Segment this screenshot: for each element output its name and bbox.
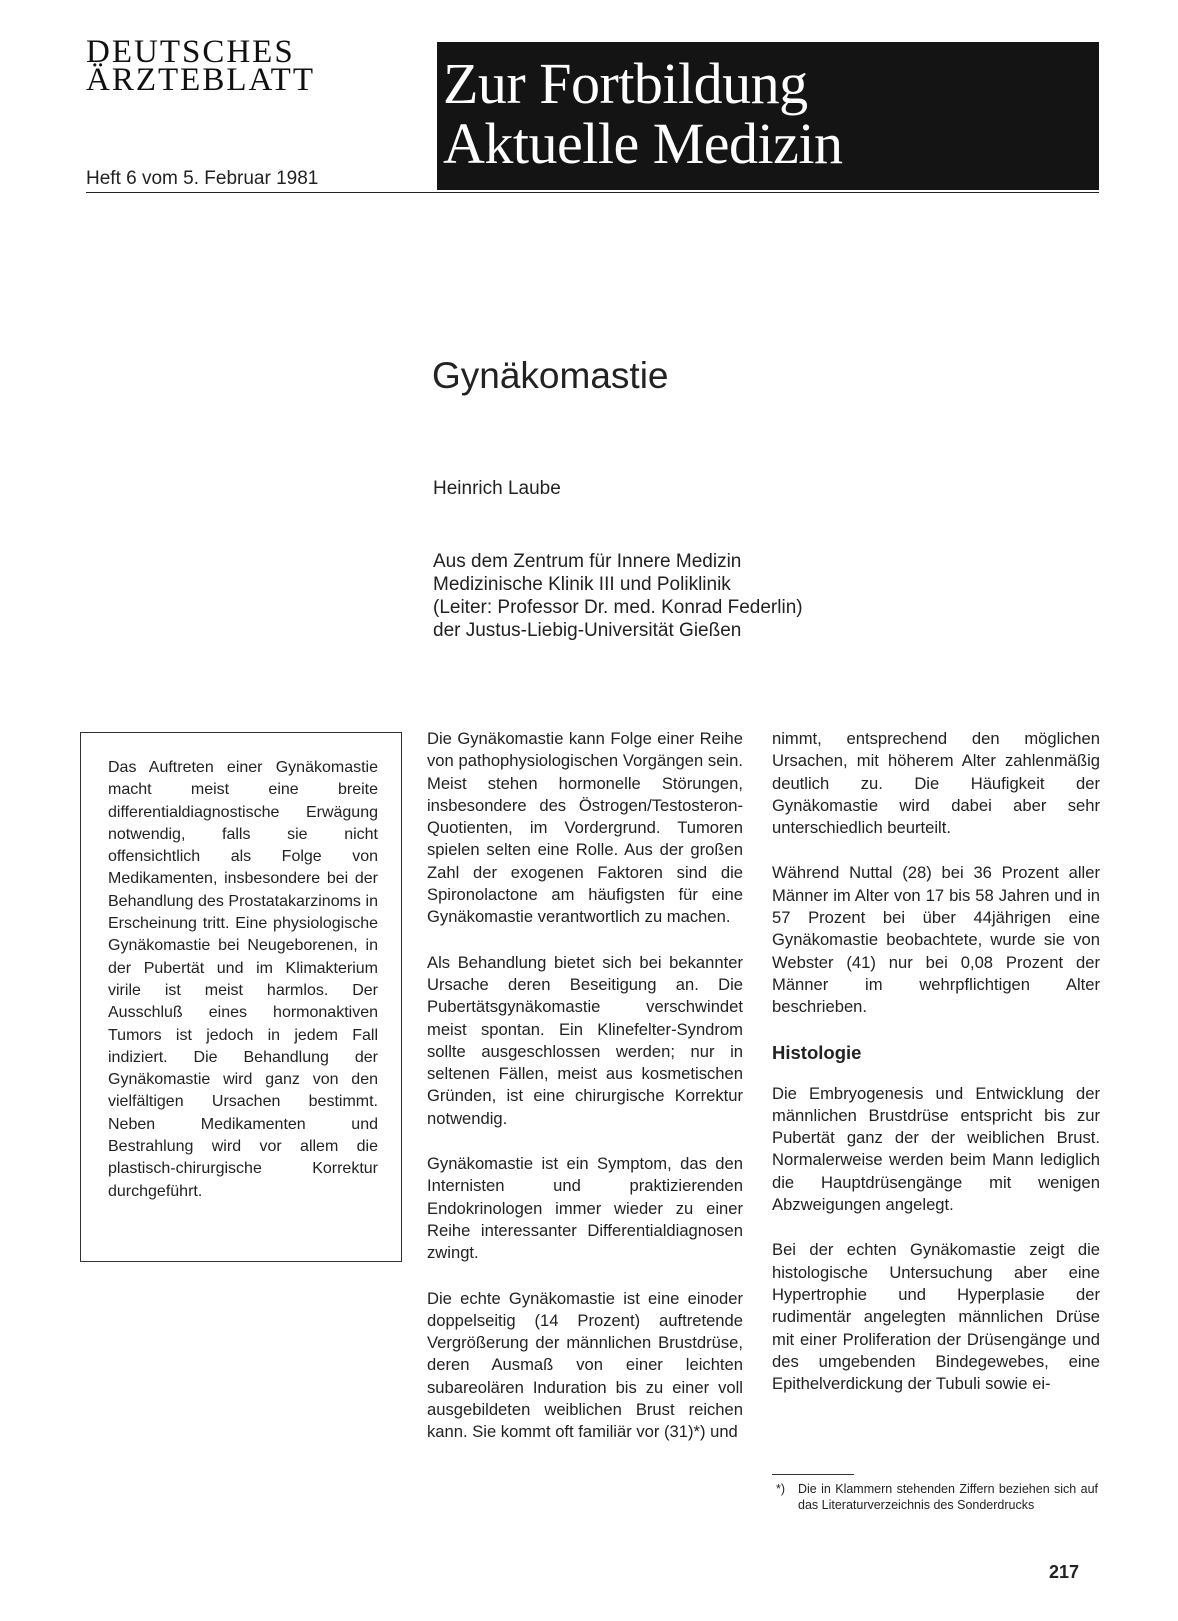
author-name: Heinrich Laube bbox=[433, 478, 561, 499]
affiliation-line: (Leiter: Professor Dr. med. Konrad Federlin) bbox=[433, 597, 803, 618]
abstract-box bbox=[80, 732, 402, 1262]
section-title-line-1: Zur Fortbildung bbox=[443, 51, 808, 116]
article-title: Gynäkomastie bbox=[432, 355, 669, 396]
affiliation-line: Medizinische Klinik III und Poliklinik bbox=[433, 574, 731, 595]
section-heading: Histologie bbox=[772, 1041, 862, 1063]
footnote bbox=[776, 1482, 1098, 1513]
issue-date: Heft 6 vom 5. Februar 1981 bbox=[86, 168, 319, 189]
affiliation-line: Aus dem Zentrum für Innere Medizin bbox=[433, 551, 742, 572]
body-paragraph: Die Embryogenesis und Entwicklung der männlichen Brustdrüse entspricht bis zur Pubertät ganz der der weiblichen Brust. Normalerweise werden beim Mann lediglich die Hauptdrüsengänge mit wenigen Abzweigungen angelegt. bbox=[772, 1083, 1100, 1215]
footnote-divider bbox=[772, 1474, 854, 1475]
section-banner bbox=[437, 42, 1099, 190]
header-divider bbox=[86, 192, 1099, 193]
body-paragraph: Während Nuttal (28) bei 36 Prozent aller Männer im Alter von 17 bis 58 Jahren und in 57 Prozent bei über 44jährigen eine Gynäkomastie beobachtete, wurde sie von Webster (41) nur bei 0,08 Prozent der Männer im wehrpflichtigen Alter beschrieben. bbox=[772, 863, 1100, 1017]
journal-name bbox=[86, 34, 416, 98]
body-paragraph: Bei der echten Gynäkomastie zeigt die histologische Untersuchung aber eine Hypertrophie und Hyperplasie der rudimentär angelegten männlichen Drüse mit einer Proliferation der Drüsengänge und des umgebenden Bindegewebes, eine Epithelverdickung der Tubuli sowie ei- bbox=[772, 1240, 1100, 1394]
section-title-line-2: Aktuelle Medizin bbox=[443, 111, 843, 176]
body-column-middle bbox=[427, 728, 743, 1467]
abstract-text: Das Auftreten einer Gynäkomastie macht meist eine breite differentialdiagnostische Erwägung notwendig, falls sie nicht offensichtlich als Folge von Medikamenten, insbesondere bei der Behandlung des Prostatakarzinoms in Erscheinung tritt. Eine physiologische Gynäkomastie bei Neugeborenen, in der Pubertät und im Klimakterium virile ist meist harmlos. Der Ausschluß eines hormonaktiven Tumors ist jedoch in jedem Fall indiziert. Die Behandlung der Gynäkomastie wird ganz von den vielfältigen Ursachen bestimmt. Neben Medikamenten und Bestrahlung wird vor allem die plastisch-chirurgische Korrektur durchgeführt. bbox=[108, 759, 378, 1200]
affiliation-line: der Justus-Liebig-Universität Gießen bbox=[433, 620, 742, 641]
journal-name-line-2: ÄRZTEBLATT bbox=[86, 62, 315, 98]
footnote-mark: *) bbox=[776, 1482, 786, 1496]
body-column-right bbox=[772, 728, 1100, 1418]
footnote-text: Die in Klammern stehenden Ziffern beziehen sich auf das Literaturverzeichnis des Sonderdrucks bbox=[798, 1482, 1098, 1512]
body-paragraph: Als Behandlung bietet sich bei bekannter Ursache deren Beseitigung an. Die Pubertätsgynäkomastie verschwindet meist spontan. Ein Klinefelter-Syndrom sollte ausgeschlossen werden; nur in seltenen Fällen, meist aus kosmetischen Gründen, ist eine chirurgische Korrektur notwendig. bbox=[427, 952, 743, 1128]
body-paragraph: nimmt, entsprechend den möglichen Ursachen, mit höherem Alter zahlenmäßig deutlich zu. Die Häufigkeit der Gynäkomastie wird dabei aber sehr unterschiedlich beurteilt. bbox=[772, 729, 1100, 838]
page-number: 217 bbox=[1049, 1562, 1080, 1582]
journal-name-line-1: DEUTSCHES bbox=[86, 34, 295, 70]
affiliation bbox=[433, 550, 803, 642]
body-paragraph: Gynäkomastie ist ein Symptom, das den Internisten und praktizierenden Endokrinologen immer wieder zu einer Reihe interessanter Differentialdiagnosen zwingt. bbox=[427, 1154, 743, 1263]
body-paragraph: Die Gynäkomastie kann Folge einer Reihe von pathophysiologischen Vorgängen sein. Meist stehen hormonelle Störungen, insbesondere des Östrogen/Testosteron-Quotienten, im Vordergrund. Tumoren spielen selten eine Rolle. Aus der großen Zahl der exogenen Faktoren sind die Spironolactone am häufigsten für eine Gynäkomastie verantwortlich zu machen. bbox=[427, 729, 743, 927]
body-paragraph: Die echte Gynäkomastie ist eine einoder doppelseitig (14 Prozent) auftretende Vergrößerung der männlichen Brustdrüse, deren Ausmaß von einer leichten subareolären Induration bis zu einer voll ausgebildeten weiblichen Brust reichen kann. Sie kommt oft familiär vor (31)*) und bbox=[427, 1288, 743, 1442]
